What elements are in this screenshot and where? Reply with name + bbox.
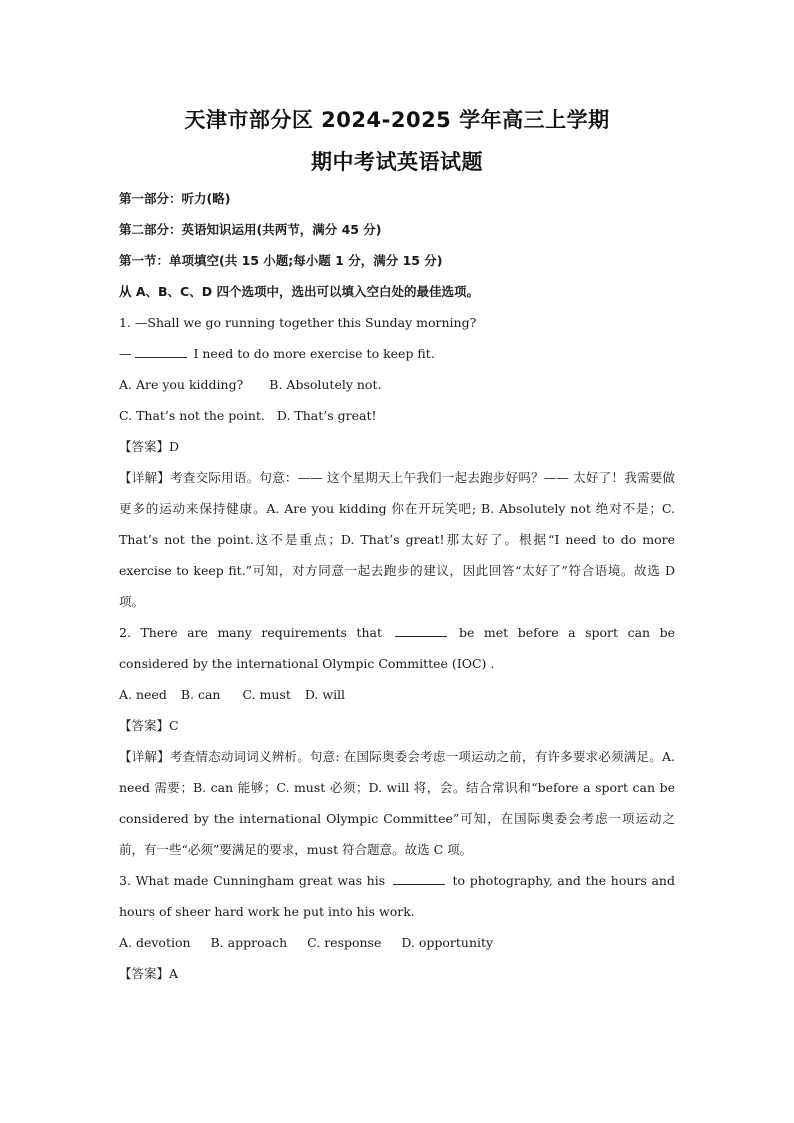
option-d: D. opportunity bbox=[401, 935, 494, 950]
question-1-options-row2 bbox=[119, 400, 675, 431]
stem-suffix: be met before a sport can be considered by the international Olympic Committee (IOC) . bbox=[119, 625, 675, 671]
answer-value: A bbox=[169, 966, 179, 981]
option-a: A. devotion bbox=[119, 935, 191, 950]
document-body bbox=[119, 183, 675, 989]
section1-heading: 第一节：单项填空(共 15 小题;每小题 1 分，满分 15 分) bbox=[119, 253, 443, 268]
question-1-options-row1 bbox=[119, 369, 675, 400]
document-title-line2: 期中考试英语试题 bbox=[311, 150, 483, 174]
question-2-answer bbox=[119, 710, 675, 741]
answer-value: D bbox=[169, 439, 180, 454]
answer-tag: 【答案】 bbox=[119, 966, 170, 981]
option-d: D. That’s great! bbox=[276, 408, 377, 423]
question-1-detail bbox=[119, 462, 675, 617]
option-d: D. will bbox=[304, 687, 346, 702]
stem-prefix: 2. There are many requirements that bbox=[119, 625, 392, 640]
document-title-line1: 天津市部分区 2024-2025 学年高三上学期 bbox=[184, 108, 610, 132]
question-2-options bbox=[119, 679, 675, 710]
question-2-stem bbox=[119, 617, 675, 679]
answer-value: C bbox=[169, 718, 179, 733]
option-b: B. Absolutely not. bbox=[269, 377, 382, 392]
stem-prefix: 3. What made Cunningham great was his bbox=[119, 873, 390, 888]
option-b: B. approach bbox=[210, 935, 288, 950]
stem-suffix: to photography, and the hours and hours of sheer hard work he put into his work. bbox=[119, 873, 675, 919]
question-1-answer bbox=[119, 431, 675, 462]
detail-text: 考查交际用语。句意：—— 这个星期天上午我们一起去跑步好吗？—— 太好了！我需要做更多的运动来保持健康。A. Are you kidding 你在开玩笑吧; B. Absolutely not 绝对不是；C. That’s not the point.这不是重点；D. That’s great!那太好了。根据“I need to do more exercise to keep fit.”可知，对方同意一起去跑步的建议，因此回答“太好了”符合语境。故选 D 项。 bbox=[119, 470, 675, 609]
reply-text: I need to do more exercise to keep fit. bbox=[189, 346, 435, 361]
option-a: A. need bbox=[119, 687, 167, 702]
question-3-answer bbox=[119, 958, 675, 989]
question-2-detail bbox=[119, 741, 675, 865]
detail-tag: 【详解】 bbox=[119, 470, 171, 485]
answer-blank bbox=[393, 872, 445, 885]
answer-tag: 【答案】 bbox=[119, 718, 170, 733]
option-c: C. response bbox=[307, 935, 382, 950]
part2-heading: 第二部分：英语知识运用(共两节，满分 45 分) bbox=[119, 222, 382, 237]
question-1-stem: 1. —Shall we go running together this Sunday morning? bbox=[119, 315, 477, 330]
answer-blank bbox=[395, 624, 447, 637]
detail-tag: 【详解】 bbox=[119, 749, 170, 764]
option-b: B. can bbox=[180, 687, 221, 702]
question-3-stem bbox=[119, 865, 675, 927]
answer-tag: 【答案】 bbox=[119, 439, 170, 454]
question-3-options bbox=[119, 927, 675, 958]
option-a: A. Are you kidding? bbox=[119, 377, 244, 392]
answer-blank bbox=[135, 345, 187, 358]
part1-heading: 第一部分：听力(略) bbox=[119, 191, 231, 206]
instruction-text: 从 A、B、C、D 四个选项中，选出可以填入空白处的最佳选项。 bbox=[119, 284, 479, 299]
option-c: C. must bbox=[242, 687, 291, 702]
detail-text: 考查情态动词词义辨析。句意: 在国际奥委会考虑一项运动之前，有许多要求必须满足。A. need 需要；B. can 能够；C. must 必须；D. will 将，会。结合常识和“before a sport can be considered by the international Olympic Committee”可知，在国际奥委会考虑一项运动之前，有一些“必须”要满足的要求，must 符合题意。故选 C 项。 bbox=[119, 749, 675, 857]
reply-dash: — bbox=[119, 346, 132, 361]
option-c: C. That’s not the point. bbox=[119, 408, 265, 423]
question-1-reply bbox=[119, 338, 675, 369]
